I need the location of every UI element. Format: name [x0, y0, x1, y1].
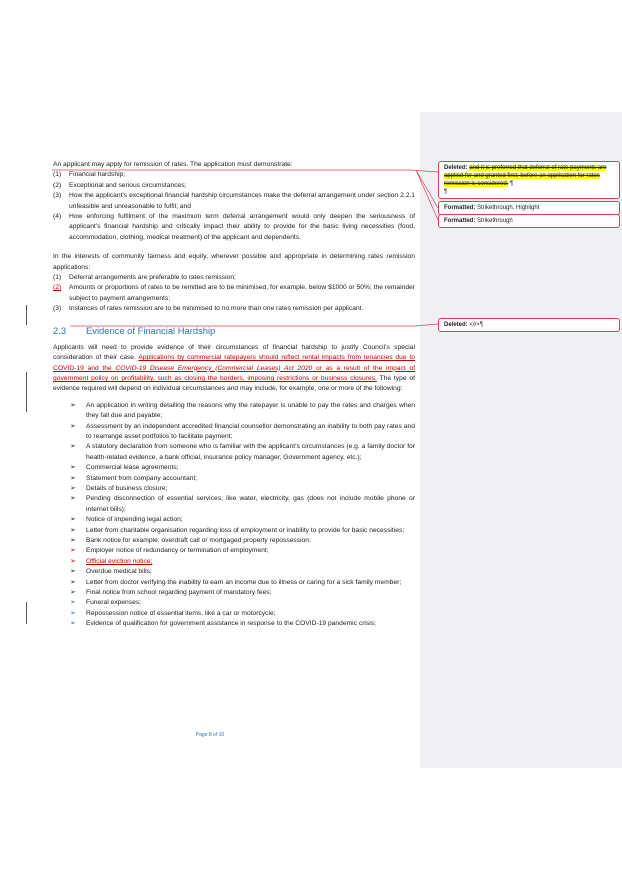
arrow-bullet-icon: ➢: [70, 484, 76, 492]
list-item: ➢ Commercial lease agreements;: [53, 463, 415, 473]
list-item: ➢ Letter from doctor verifying the inability to earn an income due to illness or caring for a sick family member;: [53, 578, 415, 588]
deleted-balloon[interactable]: Deleted: and it is preferred that deferral of rate payments are applied for and granted first, before an application for rates remission is considered. ¶ ¶: [438, 161, 620, 199]
list-item: [53, 557, 415, 567]
list-item: ➢ Bank notice for example, overdraft call or mortgaged property repossession;: [53, 536, 415, 546]
equity-paragraph: In the interests of community fairness and equity, wherever possible and appropriate in determining rates remission applications:: [53, 253, 415, 271]
list-item: ➢ Statement from company accountant;: [53, 474, 415, 484]
list-item: (2) Exceptional and serious circumstances;: [53, 181, 187, 189]
inserted-text: COVID-19 Disease Emergency (Commercial Leases) Act 2020: [115, 364, 313, 372]
list-item: (1) Financial hardship;: [53, 171, 126, 179]
criteria-list: [53, 170, 415, 243]
list-item: ➢ Repossession notice of essential items, like a car or motorcycle;: [53, 609, 415, 619]
arrow-bullet-icon: ➢: [70, 547, 76, 555]
arrow-bullet-icon: ➢: [70, 443, 76, 451]
deleted-balloon[interactable]: Deleted: <#>¶: [438, 318, 620, 332]
evidence-bullet-list: [53, 401, 415, 630]
list-item: (3) Instances of rates remission are to be minimised to no more than one rates remission per applicant.: [53, 305, 364, 313]
arrow-bullet-icon: ➢: [70, 557, 76, 565]
section-heading: 2.3 Evidence of Financial Hardship: [53, 324, 216, 336]
inserted-text: or as a result of the impact of government policy on profitability, such as closing the borders, imposing restrictions or business closures.: [53, 364, 415, 382]
arrow-bullet-icon: ➢: [70, 568, 76, 576]
list-item: ➢ Letter from charitable organisation regarding loss of employment or inability to provide for basic necessities;: [53, 526, 415, 536]
formatted-balloon[interactable]: Formatted: Strikethrough: [438, 214, 620, 228]
list-item: ➢ Assessment by an independent accredited financial counsellor demonstrating an inability to both pay rates and to rearrange asset portfolios to facilitate payment;: [70, 422, 415, 440]
list-item: ➢ Notice of impending legal action;: [53, 515, 415, 525]
arrow-bullet-icon: ➢: [70, 464, 76, 472]
intro-paragraph: An applicant may apply for remission of rates. The application must demonstrate:: [53, 161, 293, 168]
arrow-bullet-icon: ➢: [70, 516, 76, 524]
equity-list: [53, 273, 415, 315]
evidence-paragraph: Applicants will need to provide evidence of their circumstances of financial hardship to justify Council’s special consideration of their case. Applications by commercial ratepayers should reflect rental impacts from tenancies due to COVID-19 and the COVID-19 Disease Emergency (Commercial Leases) Act 2020 or as a result of the impact of government policy on profitability, such as closing the borders, imposing restrictions or business closures. The type of evidence required will depend on individual circumstances and may include, for example, one or more of the following:: [53, 343, 415, 393]
arrow-bullet-icon: ➢: [70, 589, 76, 597]
arrow-bullet-icon: ➢: [70, 609, 76, 617]
arrow-bullet-icon: ➢: [70, 526, 76, 534]
page-footer: Page 8 of 10: [195, 732, 225, 738]
list-item: ➢ Employer notice of redundancy or termination of employment;: [53, 546, 415, 556]
arrow-bullet-icon: ➢: [70, 474, 76, 482]
arrow-bullet-icon: ➢: [70, 620, 76, 628]
inserted-text: Official eviction notice;: [86, 557, 153, 565]
list-item: (3) How the applicant’s exceptional financial hardship circumstances make the deferral arrangement under section 2.2.1 unfeasible and unreasonable to fulfil; and: [53, 192, 415, 210]
list-item: ➢ A statutory declaration from someone who is familiar with the applicant’s circumstances (e.g. a family doctor for health-related evidence, a bank official, insurance policy manager, Government agency, etc.);: [70, 443, 415, 461]
list-item: ➢ Funeral expenses;: [53, 598, 415, 608]
arrow-bullet-icon: ➢: [70, 422, 76, 430]
list-item: ➢ Details of business closure;: [53, 484, 415, 494]
formatted-balloon[interactable]: Formatted: Strikethrough, Highlight: [438, 201, 620, 215]
list-item: (1) Deferral arrangements are preferable to rates remission;: [53, 274, 236, 282]
arrow-bullet-icon: ➢: [70, 599, 76, 607]
arrow-bullet-icon: ➢: [70, 495, 76, 503]
arrow-bullet-icon: ➢: [70, 578, 76, 586]
list-item: (4) How enforcing fulfilment of the maximum term deferral arrangement would only deepen the seriousness of applicant’s financial hardship and critically impact their ability to provide for the basic living necessities (food, accommodation, clothing, medical treatment) of the applicant and dependents.: [53, 213, 415, 241]
deleted-text: and it is preferred that deferral of rate payments are applied for and granted first, before an application for rates remission is considered.: [444, 165, 607, 187]
list-item: ➢ Pending disconnection of essential services, like water, electricity, gas (does not include mobile phone or internet bills);: [70, 495, 415, 513]
arrow-bullet-icon: ➢: [70, 537, 76, 544]
document-body: [53, 160, 415, 630]
list-item: ➢ Final notice from school regarding payment of mandatory fees;: [53, 588, 415, 598]
list-item: ➢ Overdue medical bills;: [53, 567, 415, 577]
list-item: (2) Amounts or proportions of rates to be remitted are to be minimised, for example, below $1000 or 50%; the remainder subject to payment arrangements;: [53, 284, 415, 302]
list-item: ➢ An application in writing detailing the reasons why the ratepayer is unable to pay the rates and charges when they fall due and payable;: [70, 401, 415, 420]
list-item: ➢ Evidence of qualification for government assistance in response to the COVID-19 pandemic crisis;: [53, 619, 415, 629]
inserted-text: Applications by commercial ratepayers should reflect rental impacts from tenancies due to COVID-19 and the: [53, 354, 415, 372]
arrow-bullet-icon: ➢: [70, 401, 76, 409]
